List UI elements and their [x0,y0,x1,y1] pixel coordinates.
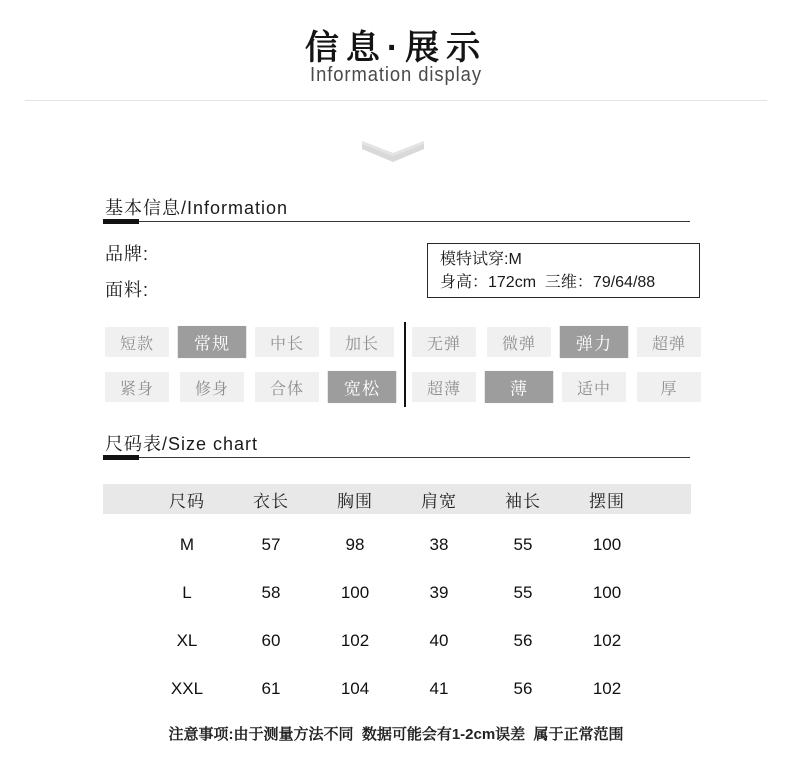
measurement-cell: 61 [261,679,281,698]
fit-tag: 紧身 [105,372,169,402]
size-chart-column-header: 摆围 [589,491,625,511]
table-row [103,569,691,617]
header-divider [25,100,767,101]
measurement-cell: 56 [513,631,533,650]
measurement-cell: 98 [345,535,365,554]
measurement-cell: 55 [513,535,533,554]
size-label-cell: L [182,583,192,602]
size-label-cell: XXL [170,679,204,698]
size-chart-column-header: 袖长 [505,491,541,511]
measurement-cell: 100 [592,535,622,554]
brand-label: 品牌: [105,244,150,264]
page-title: 信息·展示 [304,29,488,67]
fit-tag: 无弹 [412,327,476,357]
fit-tag: 厚 [637,372,701,402]
model-try-on-size: 模特试穿:M [440,251,522,268]
chevron-down-icon [362,141,424,162]
fit-tag: 弹力 [560,326,628,358]
fit-tag: 修身 [180,372,244,402]
measurement-cell: 100 [340,583,370,602]
fit-tag: 中长 [255,327,319,357]
measurement-cell: 100 [592,583,622,602]
size-chart-column-header: 尺码 [169,491,205,511]
fit-tag: 常规 [178,326,246,358]
table-row [103,521,691,569]
heading-rule [103,455,690,460]
size-chart-column-header: 衣长 [253,491,289,511]
size-chart-header-row [103,484,691,514]
measurement-cell: 102 [592,631,622,650]
measurement-cell: 102 [592,679,622,698]
measurement-cell: 58 [261,583,281,602]
fit-tag: 合体 [255,372,319,402]
fit-tag: 微弹 [487,327,551,357]
section-heading-size-chart: 尺码表/Size chart [105,434,259,454]
model-info-box [427,243,700,298]
measurement-cell: 102 [340,631,370,650]
size-chart-column-header: 肩宽 [421,491,457,511]
table-row [103,617,691,665]
heading-rule [103,219,690,224]
fit-tag: 薄 [485,371,553,403]
measurement-cell: 60 [261,631,281,650]
measurement-cell: 41 [429,679,449,698]
section-heading-basic-info: 基本信息/Information [105,198,289,218]
fit-tag: 短款 [105,327,169,357]
model-measurements: 身高：172cm 三维：79/64/88 [440,274,656,291]
size-chart-body [103,521,691,713]
measurement-cell: 39 [429,583,449,602]
fabric-label: 面料: [105,280,150,300]
fit-tag: 加长 [330,327,394,357]
fit-tag: 适中 [562,372,626,402]
measurement-cell: 56 [513,679,533,698]
measurement-cell: 104 [340,679,370,698]
measurement-cell: 55 [513,583,533,602]
measurement-cell: 57 [261,535,281,554]
fit-tag: 宽松 [328,371,396,403]
fit-tag: 超弹 [637,327,701,357]
table-row [103,665,691,713]
measurement-cell: 38 [429,535,449,554]
fit-tags-group-left [105,327,395,402]
size-chart-column-header: 胸围 [337,491,373,511]
page-subtitle: Information display [310,64,482,86]
fit-tag: 超薄 [412,372,476,402]
fit-tags-group-right [412,327,702,402]
tag-group-divider [404,322,406,407]
size-label-cell: M [179,535,195,554]
notice-text: 注意事项:由于测量方法不同 数据可能会有1-2cm误差 属于正常范围 [168,726,624,743]
measurement-cell: 40 [429,631,449,650]
size-label-cell: XL [176,631,198,650]
